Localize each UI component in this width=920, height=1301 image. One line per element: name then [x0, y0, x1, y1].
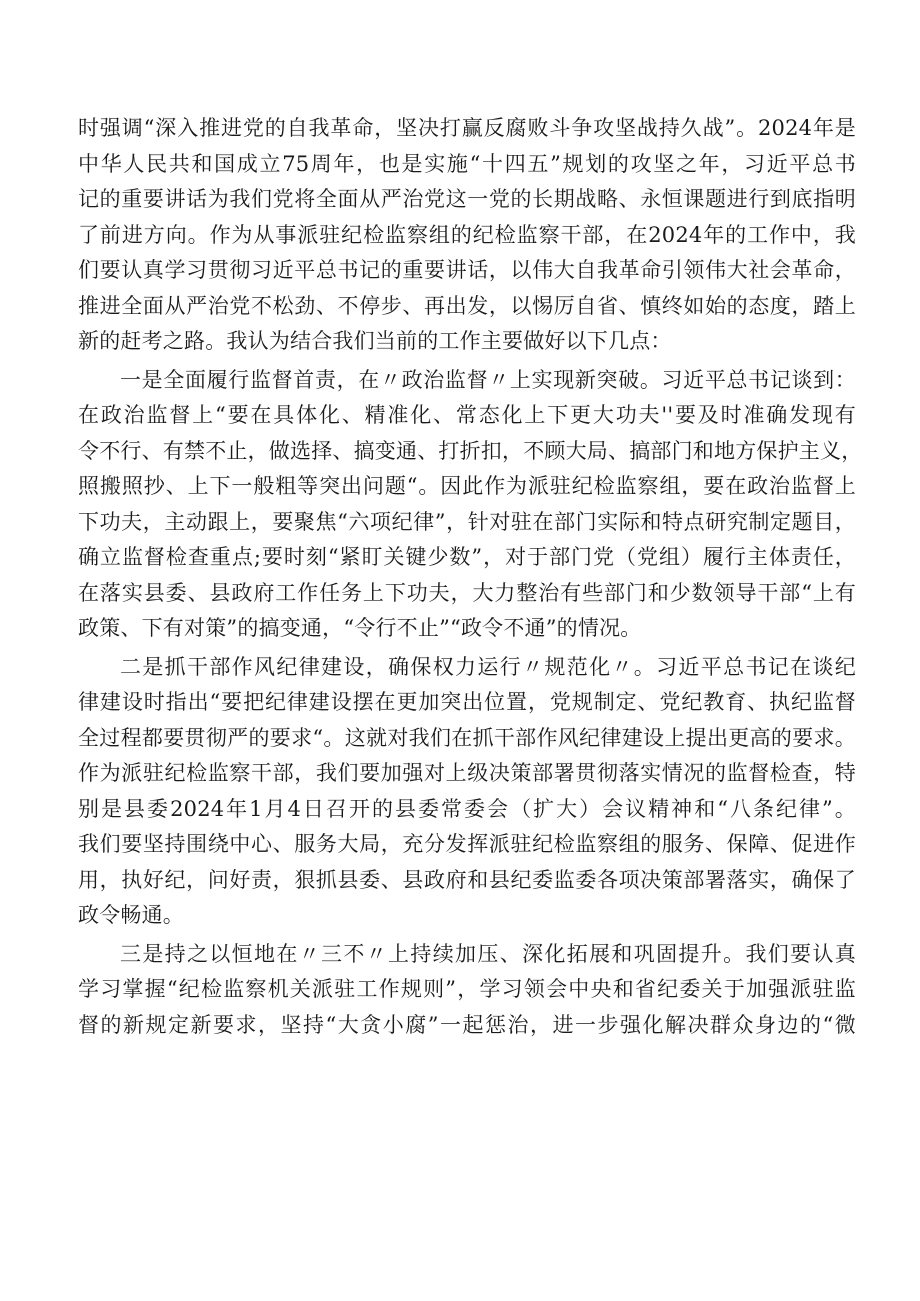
- document-page: [78, 111, 863, 1043]
- text-line: 下功夫，主动跟上，要聚焦“六项纪律”，针对驻在部门实际和特点研究制定题目，: [78, 509, 856, 534]
- text-line: 作为派驻纪检监察干部，我们要加强对上级决策部署贯彻落实情况的监督检查，特: [78, 761, 856, 785]
- text-line: 学习掌握“纪检监察机关派驻工作规则”，学习领会中央和省纪委关于加强派驻监: [78, 977, 856, 1001]
- text-line: 新的赶考之路。我认为结合我们当前的工作主要做好以下几点：: [78, 329, 672, 353]
- text-line: 中华人民共和国成立75周年，也是实施“十四五”规划的攻坚之年，习近平总书: [78, 151, 856, 176]
- text-line: 确立监督检查重点;要时刻“紧盯关键少数”，对于部门党（党组）履行主体责任，: [78, 545, 856, 569]
- text-line: 政令畅通。: [78, 903, 184, 927]
- text-line: 照搬照抄、上下一般粗等突出问题“。因此作为派驻纪检监察组，要在政治监督上: [78, 474, 856, 498]
- text-line: 二是抓干部作风纪律建设，确保权力运行〃规范化〃。习近平总书记在谈纪: [120, 654, 856, 679]
- document-body: [78, 111, 863, 1043]
- text-line: 三是持之以恒地在〃三不〃上持续加压、深化拓展和巩固提升。我们要认真: [120, 941, 856, 966]
- paragraph-point-3: [78, 937, 856, 1044]
- text-line: 全过程都要贯彻严的要求“。这就对我们在抓干部作风纪律建设上提出更高的要求。: [78, 725, 856, 750]
- text-line: 了前进方向。作为从事派驻纪检监察组的纪检监察干部，在2024年的工作中，我: [78, 222, 856, 247]
- text-line: 们要认真学习贯彻习近平总书记的重要讲话，以伟大自我革命引领伟大社会革命，: [78, 258, 856, 282]
- text-line: 在政治监督上“要在具体化、精准化、常态化上下更大功夫''要及时准确发现有: [78, 403, 856, 427]
- text-line: 我们要坚持围绕中心、服务大局，充分发挥派驻纪检监察组的服务、保障、促进作: [78, 832, 856, 856]
- text-line: 政策、下有对策”的搞变通，“令行不止”“政令不通”的情况。: [78, 616, 642, 640]
- paragraph-intro: [78, 111, 856, 360]
- paragraph-point-2: [78, 650, 856, 934]
- text-line: 一是全面履行监督首责，在〃政治监督〃上实现新突破。习近平总书记谈到：: [120, 367, 856, 392]
- paragraph-point-1: [78, 363, 863, 647]
- text-line: 记的重要讲话为我们党将全面从严治党这一党的长期战略、永恒课题进行到底指明: [78, 187, 856, 211]
- text-line: 别是县委2024年1月4日召开的县委常委会（扩大）会议精神和“八条纪律”。: [78, 796, 856, 821]
- text-line: 律建设时指出“要把纪律建设摆在更加突出位置，党规制定、党纪教育、执纪监督: [78, 690, 856, 714]
- text-line: 在落实县委、县政府工作任务上下功夫，大力整治有些部门和少数领导干部“上有: [78, 580, 856, 605]
- text-line: 用，执好纪，问好责，狠抓县委、县政府和县纪委监委各项决策部署落实，确保了: [78, 867, 856, 892]
- text-line: 时强调“深入推进党的自我革命，坚决打赢反腐败斗争攻坚战持久战”。2024年是: [78, 116, 856, 140]
- text-line: 推进全面从严治党不松劲、不停步、再出发，以惕厉自省、慎终如始的态度，踏上: [78, 293, 856, 318]
- text-line: 督的新规定新要求，坚持“大贪小腐”一起惩治，进一步强化解决群众身边的“微: [78, 1012, 856, 1037]
- text-line: 令不行、有禁不止，做选择、搞变通、打折扣，不顾大局、搞部门和地方保护主义，: [78, 438, 863, 463]
